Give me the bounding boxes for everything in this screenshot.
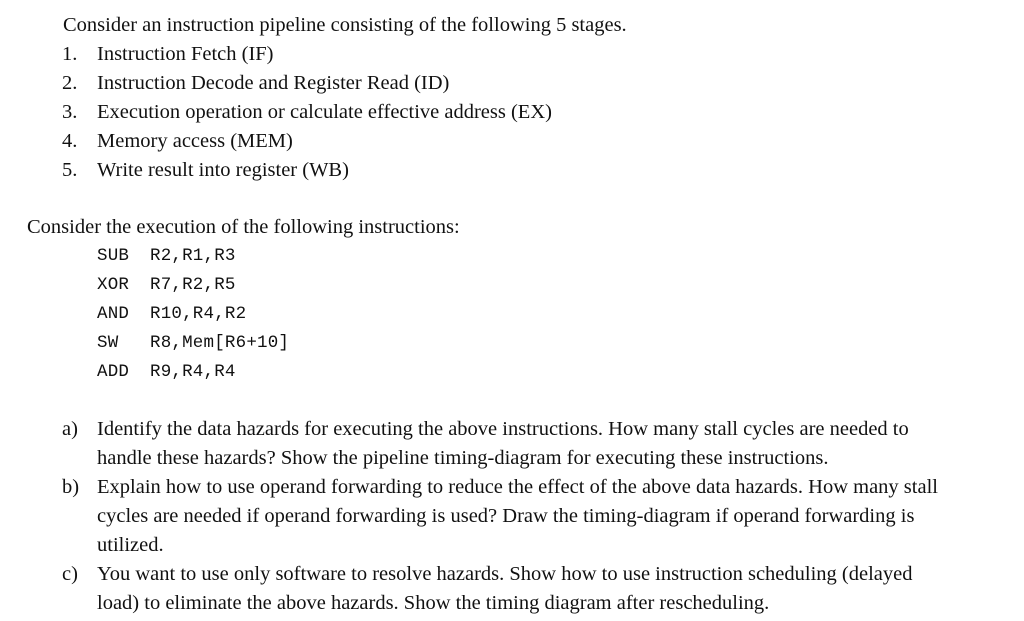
question-letter: b) [62,476,80,498]
code-operands: R2,R1,R3 [150,246,236,266]
stage-number: 4. [62,130,78,152]
stage-label: Instruction Fetch (IF) [97,43,274,65]
stage-number: 1. [62,43,78,65]
question-line: handle these hazards? Show the pipeline timing-diagram for executing these instructions. [97,447,829,469]
code-opcode: XOR [97,275,130,295]
question-letter: c) [62,563,78,585]
stage-label: Execution operation or calculate effective address (EX) [97,101,552,123]
code-operands: R8,Mem[R6+10] [150,333,290,353]
question-line: utilized. [97,534,164,556]
stage-number: 5. [62,159,78,181]
question-line: cycles are needed if operand forwarding is used? Draw the timing-diagram if operand forwarding is [97,505,915,527]
question-line: You want to use only software to resolve hazards. Show how to use instruction scheduling (delayed [97,563,913,585]
stage-label: Write result into register (WB) [97,159,349,181]
code-operands: R7,R2,R5 [150,275,236,295]
code-operands: R9,R4,R4 [150,362,236,382]
code-opcode: AND [97,304,130,324]
question-line: Explain how to use operand forwarding to reduce the effect of the above data hazards. How many stall [97,476,938,498]
intro-text: Consider an instruction pipeline consisting of the following 5 stages. [63,14,627,36]
code-opcode: SUB [97,246,130,266]
stage-number: 2. [62,72,78,94]
question-line: Identify the data hazards for executing the above instructions. How many stall cycles are needed to [97,418,909,440]
code-opcode: ADD [97,362,130,382]
question-line: load) to eliminate the above hazards. Show the timing diagram after rescheduling. [97,592,770,614]
code-opcode: SW [97,333,119,353]
execution-heading: Consider the execution of the following instructions: [27,216,460,238]
question-letter: a) [62,418,78,440]
stage-number: 3. [62,101,78,123]
stage-label: Instruction Decode and Register Read (ID) [97,72,450,94]
stage-label: Memory access (MEM) [97,130,293,152]
code-operands: R10,R4,R2 [150,304,247,324]
